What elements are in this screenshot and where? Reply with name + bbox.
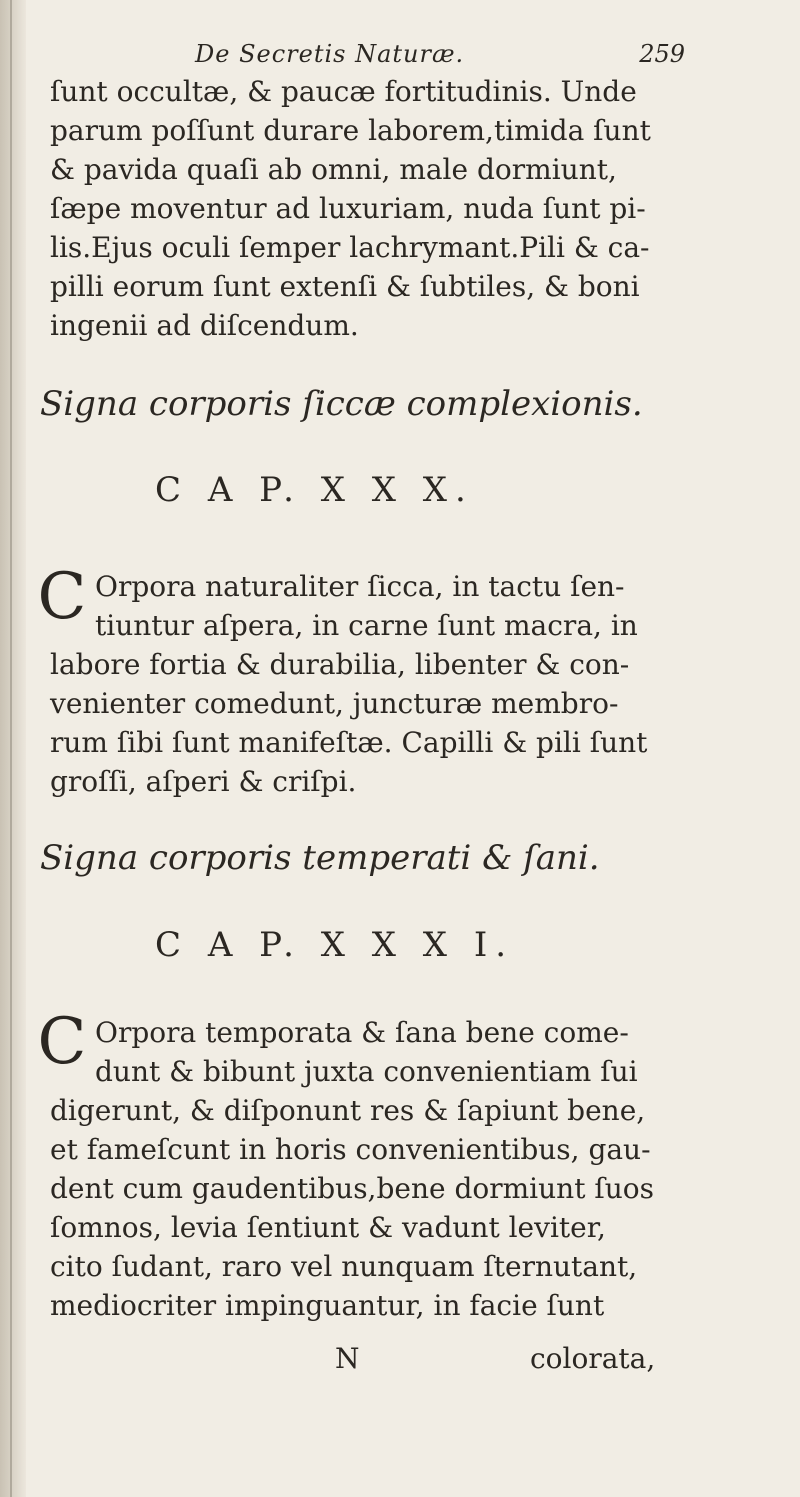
text-line: groſſi, aſperi & criſpi.	[50, 765, 357, 798]
text-line: et fameſcunt in horis convenientibus, gau-	[50, 1133, 651, 1166]
page-footer	[0, 1342, 800, 1382]
text-line: & pavida quaſi ab omni, male dormiunt,	[50, 153, 617, 186]
text-line: digerunt, & diſponunt res & ſapiunt bene,	[50, 1094, 646, 1127]
text-line: venienter comedunt, juncturæ membro-	[50, 687, 619, 720]
running-title: De Secretis Naturæ.	[195, 40, 465, 68]
text-line: dunt & bibunt juxta convenientiam ſui	[95, 1055, 638, 1088]
text-line: mediocriter impinguantur, in facie ſunt	[50, 1289, 605, 1322]
catchword: colorata,	[530, 1342, 656, 1375]
page-number: 259	[639, 40, 685, 68]
drop-cap: C	[37, 1005, 87, 1079]
text-line: rum ſibi ſunt manifeſtæ. Capilli & pili ſunt	[50, 726, 648, 759]
section-heading: Signa corporis ſiccæ complexionis.	[40, 384, 643, 424]
binding-gutter	[0, 0, 26, 1497]
text-line: tiuntur aſpera, in carne ſunt macra, in	[95, 609, 638, 642]
text-line: pilli eorum ſunt extenſi & ſubtiles, & boni	[50, 270, 640, 303]
text-line: parum poſſunt durare laborem,timida ſunt	[50, 114, 651, 147]
binding-edge	[10, 0, 12, 1497]
text-line: cito ſudant, raro vel nunquam ſternutant,	[50, 1250, 638, 1283]
text-line: lis.Ejus oculi ſemper lachrymant.Pili & ca-	[50, 231, 650, 264]
section-heading: Signa corporis temperati & ſani.	[40, 838, 600, 878]
text-line: Orpora naturaliter ſicca, in tactu ſen-	[95, 570, 625, 603]
signature-mark: N	[335, 1342, 360, 1375]
text-line: labore fortia & durabilia, libenter & con-	[50, 648, 630, 681]
text-line: ingenii ad diſcendum.	[50, 309, 359, 342]
text-line: ſæpe moventur ad luxuriam, nuda ſunt pi-	[50, 192, 646, 225]
text-line: Orpora temporata & ſana bene come-	[95, 1016, 629, 1049]
text-line: dent cum gaudentibus,bene dormiunt ſuos	[50, 1172, 654, 1205]
text-line: ſomnos, levia ſentiunt & vadunt leviter,	[50, 1211, 606, 1244]
chapter-number: C A P. X X X I.	[155, 925, 515, 965]
drop-cap: C	[37, 560, 87, 634]
chapter-number: C A P. X X X.	[155, 470, 474, 510]
text-line: ſunt occultæ, & paucæ fortitudinis. Unde	[50, 75, 637, 108]
